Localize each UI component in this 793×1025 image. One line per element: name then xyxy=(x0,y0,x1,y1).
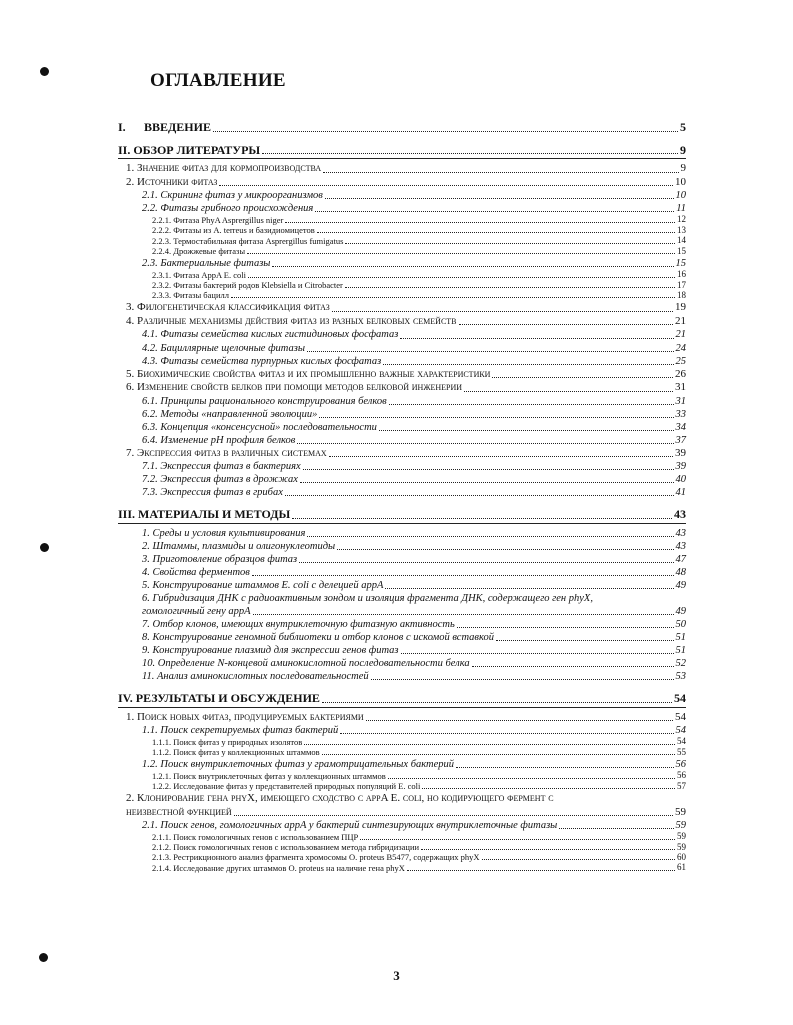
toc-entry xyxy=(118,645,686,656)
toc-entry xyxy=(118,759,686,770)
toc-page-number: 39 xyxy=(675,446,686,459)
dot-leader xyxy=(307,528,673,539)
dot-leader xyxy=(322,692,672,705)
dot-leader xyxy=(371,671,674,682)
toc-page-number: 19 xyxy=(675,301,686,314)
toc-entry xyxy=(118,782,686,791)
toc-page-number: 34 xyxy=(675,421,686,433)
toc-entry xyxy=(118,356,686,367)
table-of-contents xyxy=(118,111,686,873)
toc-page-number: 53 xyxy=(675,671,686,683)
toc-entry xyxy=(118,258,686,269)
toc-entry xyxy=(118,632,686,643)
dot-leader xyxy=(366,712,673,724)
toc-page-number: 25 xyxy=(675,355,686,367)
toc-entry xyxy=(118,215,686,224)
toc-entry xyxy=(118,203,686,214)
toc-entry xyxy=(118,606,686,617)
toc-page-number: 14 xyxy=(677,235,686,246)
toc-entry xyxy=(118,281,686,290)
toc-entry xyxy=(118,302,686,314)
toc-entry xyxy=(118,247,686,256)
dot-leader xyxy=(422,782,675,791)
dot-leader xyxy=(401,645,674,656)
toc-entry-title: 7. Экспрессия фитаз в различных системах xyxy=(126,446,327,459)
toc-entry xyxy=(118,144,686,157)
toc-page-number: 18 xyxy=(677,289,686,300)
toc-entry-title: III. МАТЕРИАЛЫ И МЕТОДЫ xyxy=(118,507,291,522)
toc-page-number: 61 xyxy=(677,862,686,873)
toc-page-number: 59 xyxy=(675,805,686,818)
toc-page-number: 41 xyxy=(675,487,686,499)
dot-leader xyxy=(285,215,675,224)
toc-page-number: 54 xyxy=(675,710,686,723)
toc-entry-title: 3. Филогенетическая классификация фитаз xyxy=(126,301,330,314)
toc-entry-title: 2.1. Скрининг фитаз у микроорганизмов xyxy=(142,190,323,202)
toc-page-number: 55 xyxy=(677,746,686,757)
dot-leader xyxy=(292,508,672,521)
toc-page-number: 37 xyxy=(675,434,686,446)
toc-entry-title: 5. Биохимические свойства фитаз и их промышленно важные характеристики xyxy=(126,367,491,380)
toc-entry-title: 2.1.1. Поиск гомологичных генов с использованием ПЦР xyxy=(152,831,359,842)
toc-page-number: 43 xyxy=(675,527,686,539)
toc-entry xyxy=(118,291,686,300)
toc-entry-title: 2. Штаммы, плазмиды и олигонуклеотиды xyxy=(142,540,336,552)
toc-page-number: 49 xyxy=(675,605,686,617)
dot-leader xyxy=(400,329,673,340)
toc-page-number: 9 xyxy=(680,142,686,157)
toc-page-number: 39 xyxy=(675,461,686,473)
toc-entry xyxy=(118,474,686,485)
toc-page-number: 40 xyxy=(675,474,686,486)
toc-entry-title: 1.1.1. Поиск фитаз у природных изолятов xyxy=(152,736,303,747)
toc-entry-title: 1.2.2. Исследование фитаз у представителей природных популяций E. coli xyxy=(152,781,421,792)
toc-entry-title: 2.3.3. Фитазы бацилл xyxy=(152,290,229,301)
dot-leader xyxy=(379,422,674,433)
toc-entry xyxy=(118,619,686,630)
toc-page-number: 11 xyxy=(676,203,686,215)
toc-entry xyxy=(118,853,686,862)
toc-entry xyxy=(118,487,686,498)
dot-leader xyxy=(252,567,674,578)
toc-entry-title: 9. Конструирование плазмид для экспрессии генов фитаз xyxy=(142,645,399,657)
dot-leader xyxy=(234,807,673,819)
toc-page-number: 60 xyxy=(677,851,686,862)
toc-entry xyxy=(118,435,686,446)
toc-entry xyxy=(118,461,686,472)
dot-leader xyxy=(496,632,674,643)
toc-page-number: 49 xyxy=(675,579,686,591)
toc-entry-title: 10. Определение N-концевой аминокислотной последовательности белка xyxy=(142,658,470,670)
toc-entry xyxy=(118,190,686,201)
toc-entry xyxy=(118,448,686,460)
toc-page-number: 48 xyxy=(675,566,686,578)
toc-entry xyxy=(118,528,686,539)
dot-leader xyxy=(219,177,673,189)
toc-entry xyxy=(118,671,686,682)
toc-entry xyxy=(118,343,686,354)
toc-entry-title: 7.2. Экспрессия фитаз в дрожжах xyxy=(142,474,298,486)
toc-entry xyxy=(118,396,686,407)
dot-leader xyxy=(303,461,674,472)
toc-entry-title: 6.4. Изменение pH профиля белков xyxy=(142,434,296,446)
toc-page-number: 43 xyxy=(675,540,686,552)
dot-leader xyxy=(285,487,674,498)
toc-entry-title: гомологичный гену appA xyxy=(142,605,251,617)
toc-page-number: 24 xyxy=(675,342,686,354)
toc-entry-title: 7.1. Экспрессия фитаз в бактериях xyxy=(142,461,301,473)
dot-leader xyxy=(421,843,675,852)
toc-entry-title: 7. Отбор клонов, имеющих внутриклеточную фитазную активность xyxy=(142,618,455,630)
page-title: ОГЛАВЛЕНИЕ xyxy=(150,70,286,91)
toc-entry-title: 4. Свойства ферментов xyxy=(142,566,250,578)
toc-entry-title: 2.3.2. Фитазы бактерий родов Klebsiella и Citrobacter xyxy=(152,280,343,291)
dot-leader xyxy=(459,316,673,328)
scan-hole-middle xyxy=(40,543,49,552)
toc-page-number: 13 xyxy=(677,224,686,235)
toc-page-number: 31 xyxy=(675,395,686,407)
toc-entry-title: 1.1. Поиск секретируемых фитаз бактерий xyxy=(142,725,339,737)
toc-entry-title: ВВЕДЕНИЕ xyxy=(144,120,211,134)
toc-entry xyxy=(118,692,686,705)
dot-leader xyxy=(407,863,675,872)
toc-page-number: 21 xyxy=(675,329,686,341)
toc-page-number: 31 xyxy=(675,381,686,394)
dot-leader xyxy=(300,474,674,485)
dot-leader xyxy=(322,748,675,757)
toc-page-number: 59 xyxy=(677,831,686,842)
dot-leader xyxy=(383,356,673,367)
dot-leader xyxy=(345,281,675,290)
toc-page-number: 5 xyxy=(680,120,686,134)
dot-leader xyxy=(325,190,674,201)
toc-entry xyxy=(118,771,686,780)
toc-entry xyxy=(118,807,686,819)
toc-entry xyxy=(118,422,686,433)
toc-entry xyxy=(118,580,686,591)
toc-entry xyxy=(118,163,686,175)
toc-page-number: 56 xyxy=(675,759,686,771)
toc-page-number: 26 xyxy=(675,367,686,380)
toc-page-number: 57 xyxy=(677,780,686,791)
toc-entry xyxy=(118,737,686,746)
dot-leader xyxy=(457,619,674,630)
toc-entry-title: 1. Среды и условия культивирования xyxy=(142,527,306,539)
toc-page-number: 47 xyxy=(675,553,686,565)
section-rule xyxy=(118,523,686,524)
toc-entry-title: 4.3. Фитазы семейства пурпурных кислых фосфатаз xyxy=(142,355,382,367)
dot-leader xyxy=(262,144,678,157)
dot-leader xyxy=(337,541,673,552)
toc-entry-title: 2.3.1. Фитаза AppA E. coli xyxy=(152,269,246,280)
dot-leader xyxy=(345,236,675,245)
toc-entry-title: 6.1. Принципы рационального конструирования белков xyxy=(142,395,387,407)
scan-hole-bottom xyxy=(39,953,48,962)
dot-leader xyxy=(472,658,674,669)
toc-entry-title: 2.3. Бактериальные фитазы xyxy=(142,258,271,270)
toc-page-number: 15 xyxy=(675,258,686,270)
dot-leader xyxy=(319,409,673,420)
dot-leader xyxy=(248,270,675,279)
toc-entry-title: 2.2.4. Дрожжевые фитазы xyxy=(152,246,246,257)
section-rule xyxy=(118,158,686,159)
toc-entry xyxy=(118,409,686,420)
dot-leader xyxy=(360,832,675,841)
page-number: 3 xyxy=(393,968,400,983)
toc-entry-title: 2.2.3. Термостабильная фитаза Asprergillus fumigatus xyxy=(152,235,344,246)
toc-page-number: 15 xyxy=(677,245,686,256)
dot-leader xyxy=(482,853,675,862)
toc-entry xyxy=(118,270,686,279)
dot-leader xyxy=(253,606,674,617)
toc-section-number: I. xyxy=(118,120,126,134)
dot-leader xyxy=(247,247,675,256)
toc-entry xyxy=(118,820,686,831)
dot-leader xyxy=(385,580,673,591)
toc-page-number: 54 xyxy=(674,691,686,706)
toc-entry-title: 2.2. Фитазы грибного происхождения xyxy=(142,203,314,215)
toc-entry-title: неизвестной функцией xyxy=(126,805,232,818)
toc-entry-title: 4. Различные механизмы действия фитаз из разных белковых семейств xyxy=(126,314,457,327)
toc-entry xyxy=(118,567,686,578)
toc-entry-title: 1. Значение фитаз для кормопроизводства xyxy=(126,162,322,175)
dot-leader xyxy=(297,435,673,446)
toc-entry-text: 2. Клонирование гена phyX, имеющего сходство с appA E. coli, но кодирующего фермент с xyxy=(126,791,554,804)
toc-entry xyxy=(118,382,686,394)
toc-page-number: 10 xyxy=(675,190,686,202)
toc-page-number: 59 xyxy=(677,841,686,852)
toc-page-number: 12 xyxy=(677,214,686,225)
toc-page-number: 17 xyxy=(677,279,686,290)
dot-leader xyxy=(315,203,674,214)
toc-page-number: 51 xyxy=(675,645,686,657)
toc-entry-title: 1.2.1. Поиск внутриклеточных фитаз у коллекционных штаммов xyxy=(152,770,386,781)
toc-entry-title: 2.1.2. Поиск гомологичных генов с использованием метода гибридизации xyxy=(152,842,420,853)
toc-entry-title: 2.2.1. Фитаза PhyA Asprergillus niger xyxy=(152,214,284,225)
toc-entry-title: 3. Приготовление образцов фитаз xyxy=(142,553,298,565)
dot-leader xyxy=(307,343,674,354)
toc-entry-title: 6.3. Концепция «консенсусной» последовательности xyxy=(142,421,377,433)
toc-page-number: 56 xyxy=(677,770,686,781)
toc-page-number: 52 xyxy=(675,658,686,670)
toc-entry xyxy=(118,369,686,381)
toc-entry-title: 2.1. Поиск генов, гомологичных appA у бактерий синтезирующих внутриклеточные фитазы xyxy=(142,820,558,832)
dot-leader xyxy=(323,163,678,175)
toc-entry-text: 6. Гибридизация ДНК с радиоактивным зондом и изоляция фрагмента ДНК, содержащего ген phyX, xyxy=(142,592,593,604)
toc-entry xyxy=(118,177,686,189)
dot-leader xyxy=(492,369,673,381)
toc-entry xyxy=(118,748,686,757)
toc-page-number: 16 xyxy=(677,269,686,280)
toc-entry-title: II. ОБЗОР ЛИТЕРАТУРЫ xyxy=(118,142,261,157)
toc-page-number: 33 xyxy=(675,408,686,420)
toc-entry-title: 1. Поиск новых фитаз, продуцируемых бактериями xyxy=(126,710,364,723)
toc-page-number: 50 xyxy=(675,618,686,630)
dot-leader xyxy=(340,725,673,736)
toc-page-number: 54 xyxy=(677,736,686,747)
toc-entry xyxy=(118,843,686,852)
toc-entry-title: 7.3. Экспрессия фитаз в грибах xyxy=(142,487,283,499)
toc-page-number: 10 xyxy=(675,175,686,188)
toc-entry xyxy=(118,554,686,565)
toc-entry xyxy=(118,508,686,521)
toc-entry xyxy=(118,316,686,328)
dot-leader xyxy=(317,226,675,235)
toc-page-number: 43 xyxy=(674,507,686,522)
dot-leader xyxy=(388,771,675,780)
dot-leader xyxy=(304,737,675,746)
dot-leader xyxy=(272,258,673,269)
dot-leader xyxy=(559,820,673,831)
toc-entry-title: 6. Изменение свойств белков при помощи методов белковой инженерии xyxy=(126,381,463,394)
toc-entry-title: 2.1.4. Исследование других штаммов O. proteus на наличие гена phyX xyxy=(152,862,405,873)
toc-entry xyxy=(118,541,686,552)
dot-leader xyxy=(464,382,673,394)
toc-entry xyxy=(118,712,686,724)
dot-leader xyxy=(329,448,673,460)
toc-page-number: 51 xyxy=(675,632,686,643)
section-rule xyxy=(118,707,686,708)
toc-page-number: 54 xyxy=(675,725,686,737)
toc-page-number: 21 xyxy=(675,314,686,327)
toc-entry xyxy=(118,121,686,134)
toc-entry-title: 4.2. Бациллярные щелочные фитазы xyxy=(142,342,305,354)
dot-leader xyxy=(213,121,678,134)
toc-entry-title: 1.1.2. Поиск фитаз у коллекционных штаммов xyxy=(152,747,320,758)
toc-entry-title: 6.2. Методы «направленной эволюции» xyxy=(142,408,318,420)
toc-entry xyxy=(118,863,686,872)
toc-entry-title: 11. Анализ аминокислотных последовательностей xyxy=(142,671,369,683)
toc-entry xyxy=(118,725,686,736)
toc-entry xyxy=(118,329,686,340)
toc-page-number: 9 xyxy=(680,162,686,175)
toc-entry-title: IV. РЕЗУЛЬТАТЫ И ОБСУЖДЕНИЕ xyxy=(118,691,320,706)
dot-leader xyxy=(456,759,674,770)
toc-page-number: 59 xyxy=(675,820,686,832)
toc-entry xyxy=(118,832,686,841)
scan-hole-top xyxy=(40,67,49,76)
toc-entry-title: 2. Источники фитаз xyxy=(126,175,218,188)
toc-entry-title: 2.2.2. Фитазы из A. terreus и базидиомицетов xyxy=(152,225,315,236)
toc-entry-title: 2.1.3. Рестрикционного анализ фрагмента хромосомы O. proteus B5477, содержащих phyX xyxy=(152,852,480,863)
toc-entry-title: 1.2. Поиск внутриклеточных фитаз у грамотрицательных бактерий xyxy=(142,759,454,771)
dot-leader xyxy=(332,302,673,314)
toc-entry-title: 8. Конструирование геномной библиотеки и отбор клонов с искомой вставкой xyxy=(142,632,494,643)
dot-leader xyxy=(231,291,675,300)
dot-leader xyxy=(389,396,674,407)
toc-entry-title: 5. Конструирование штаммов E. coli с делецией appA xyxy=(142,579,384,591)
toc-entry xyxy=(118,658,686,669)
toc-entry-title: 4.1. Фитазы семейства кислых гистидиновых фосфатаз xyxy=(142,329,399,341)
dot-leader xyxy=(299,554,673,565)
toc-entry xyxy=(118,226,686,235)
toc-entry xyxy=(118,236,686,245)
